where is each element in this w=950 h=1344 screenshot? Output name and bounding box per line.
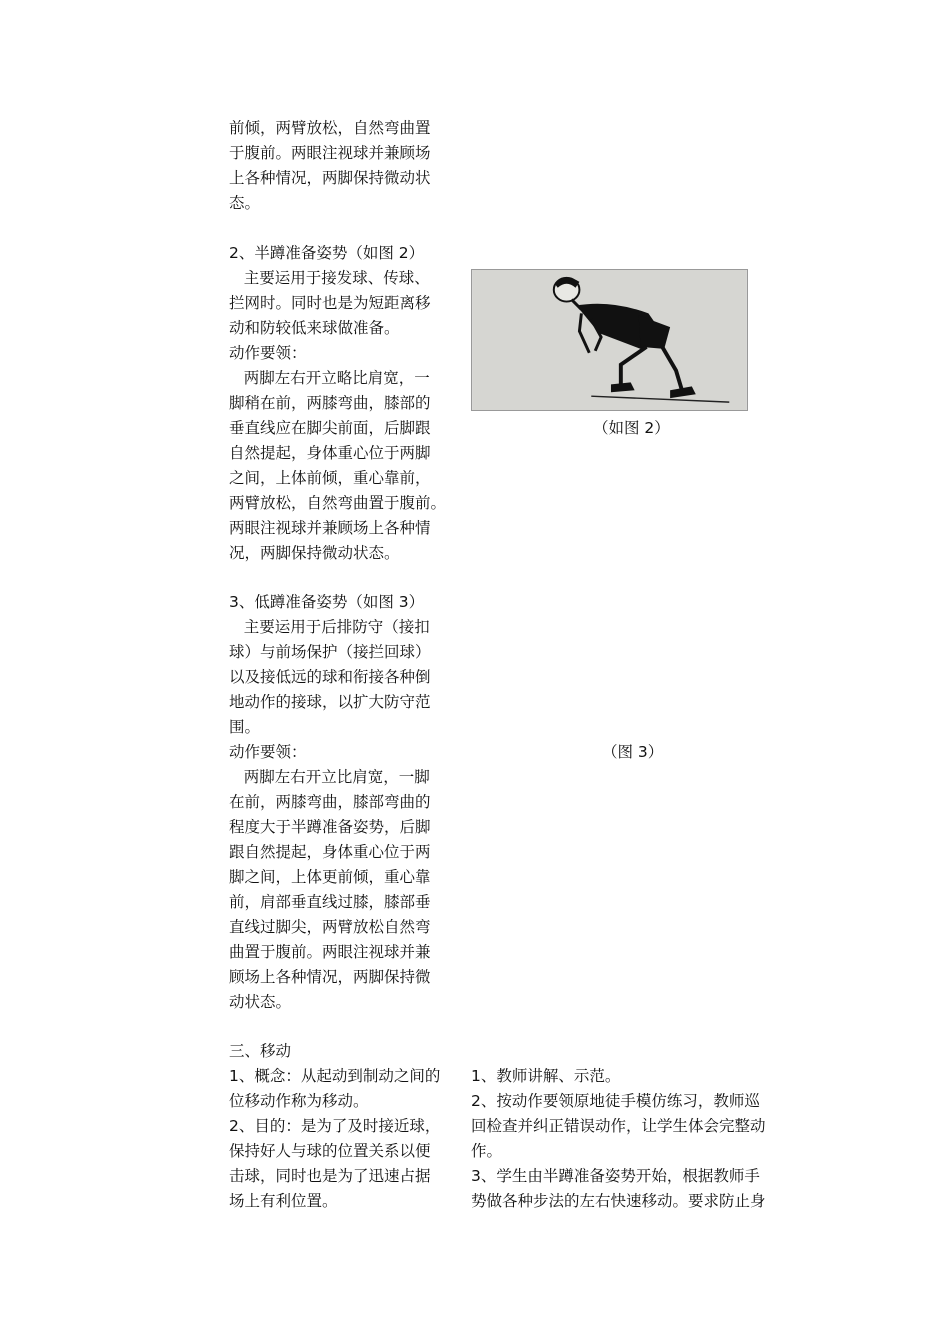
text-line: 两脚左右开立比肩宽，一脚 — [229, 768, 430, 786]
text-line: 垂直线应在脚尖前面，后脚跟 — [229, 419, 431, 437]
text-line: 直线过脚尖，两臂放松自然弯 — [229, 918, 431, 936]
text-line: 上各种情况，两脚保持微动状 — [229, 169, 431, 187]
text-line: 1、概念：从起动到制动之间的 — [229, 1067, 441, 1085]
text-line: 势做各种步法的左右快速移动。要求防止身 — [471, 1192, 766, 1210]
text-line: 保持好人与球的位置关系以便 — [229, 1142, 431, 1160]
text-line: 跟自然提起，身体重心位于两 — [229, 843, 431, 861]
text-line: 地动作的接球，以扩大防守范 — [229, 693, 431, 711]
figure-caption: （图 3） — [602, 743, 664, 761]
section-heading: 三、移动 — [229, 1042, 292, 1060]
text-line: 作。 — [471, 1142, 503, 1160]
text-line: 态。 — [229, 194, 261, 212]
section-heading: 2、半蹲准备姿势（如图 2） — [229, 244, 425, 262]
points-label: 动作要领： — [229, 344, 307, 362]
text-line: 况，两脚保持微动状态。 — [229, 544, 400, 562]
text-line: 位移动作称为移动。 — [229, 1092, 369, 1110]
text-line: 在前，两膝弯曲，膝部弯曲的 — [229, 793, 431, 811]
text-line: 前，肩部垂直线过膝，膝部垂 — [229, 893, 431, 911]
text-line: 顾场上各种情况，两脚保持微 — [229, 968, 431, 986]
text-line: 3、学生由半蹲准备姿势开始，根据教师手 — [471, 1167, 760, 1185]
text-line: 1、教师讲解、示范。 — [471, 1067, 621, 1085]
points-label: 动作要领： — [229, 743, 307, 761]
text-line: 回检查并纠正错误动作，让学生体会完整动 — [471, 1117, 766, 1135]
text-line: 球）与前场保护（接拦回球） — [229, 643, 431, 661]
text-line: 2、目的：是为了及时接近球， — [229, 1117, 441, 1135]
text-line: 于腹前。两眼注视球并兼顾场 — [229, 144, 431, 162]
text-line: 主要运用于后排防守（接扣 — [229, 618, 430, 636]
figure-half-squat-image — [471, 269, 748, 411]
text-line: 围。 — [229, 718, 261, 736]
text-line: 之间，上体前倾，重心靠前， — [229, 469, 431, 487]
player-half-squat-illustration — [472, 270, 747, 410]
text-line: 两脚左右开立略比肩宽，一 — [229, 369, 430, 387]
text-line: 主要运用于接发球、传球、 — [229, 269, 430, 287]
text-line: 程度大于半蹲准备姿势，后脚 — [229, 818, 431, 836]
figure-caption: （如图 2） — [593, 419, 670, 437]
text-line: 前倾，两臂放松，自然弯曲置 — [229, 119, 431, 137]
text-line: 场上有利位置。 — [229, 1192, 338, 1210]
text-line: 2、按动作要领原地徒手模仿练习，教师巡 — [471, 1092, 760, 1110]
text-line: 动和防较低来球做准备。 — [229, 319, 400, 337]
text-line: 两臂放松，自然弯曲置于腹前。 — [229, 494, 447, 512]
text-line: 以及接低远的球和衔接各种倒 — [229, 668, 431, 686]
text-line: 自然提起，身体重心位于两脚 — [229, 444, 431, 462]
text-line: 曲置于腹前。两眼注视球并兼 — [229, 943, 431, 961]
text-line: 脚稍在前，两膝弯曲，膝部的 — [229, 394, 431, 412]
text-line: 拦网时。同时也是为短距离移 — [229, 294, 431, 312]
text-line: 击球，同时也是为了迅速占据 — [229, 1167, 431, 1185]
text-line: 两眼注视球并兼顾场上各种情 — [229, 519, 431, 537]
section-heading: 3、低蹲准备姿势（如图 3） — [229, 593, 425, 611]
text-line: 脚之间，上体更前倾，重心靠 — [229, 868, 431, 886]
text-line: 动状态。 — [229, 993, 292, 1011]
